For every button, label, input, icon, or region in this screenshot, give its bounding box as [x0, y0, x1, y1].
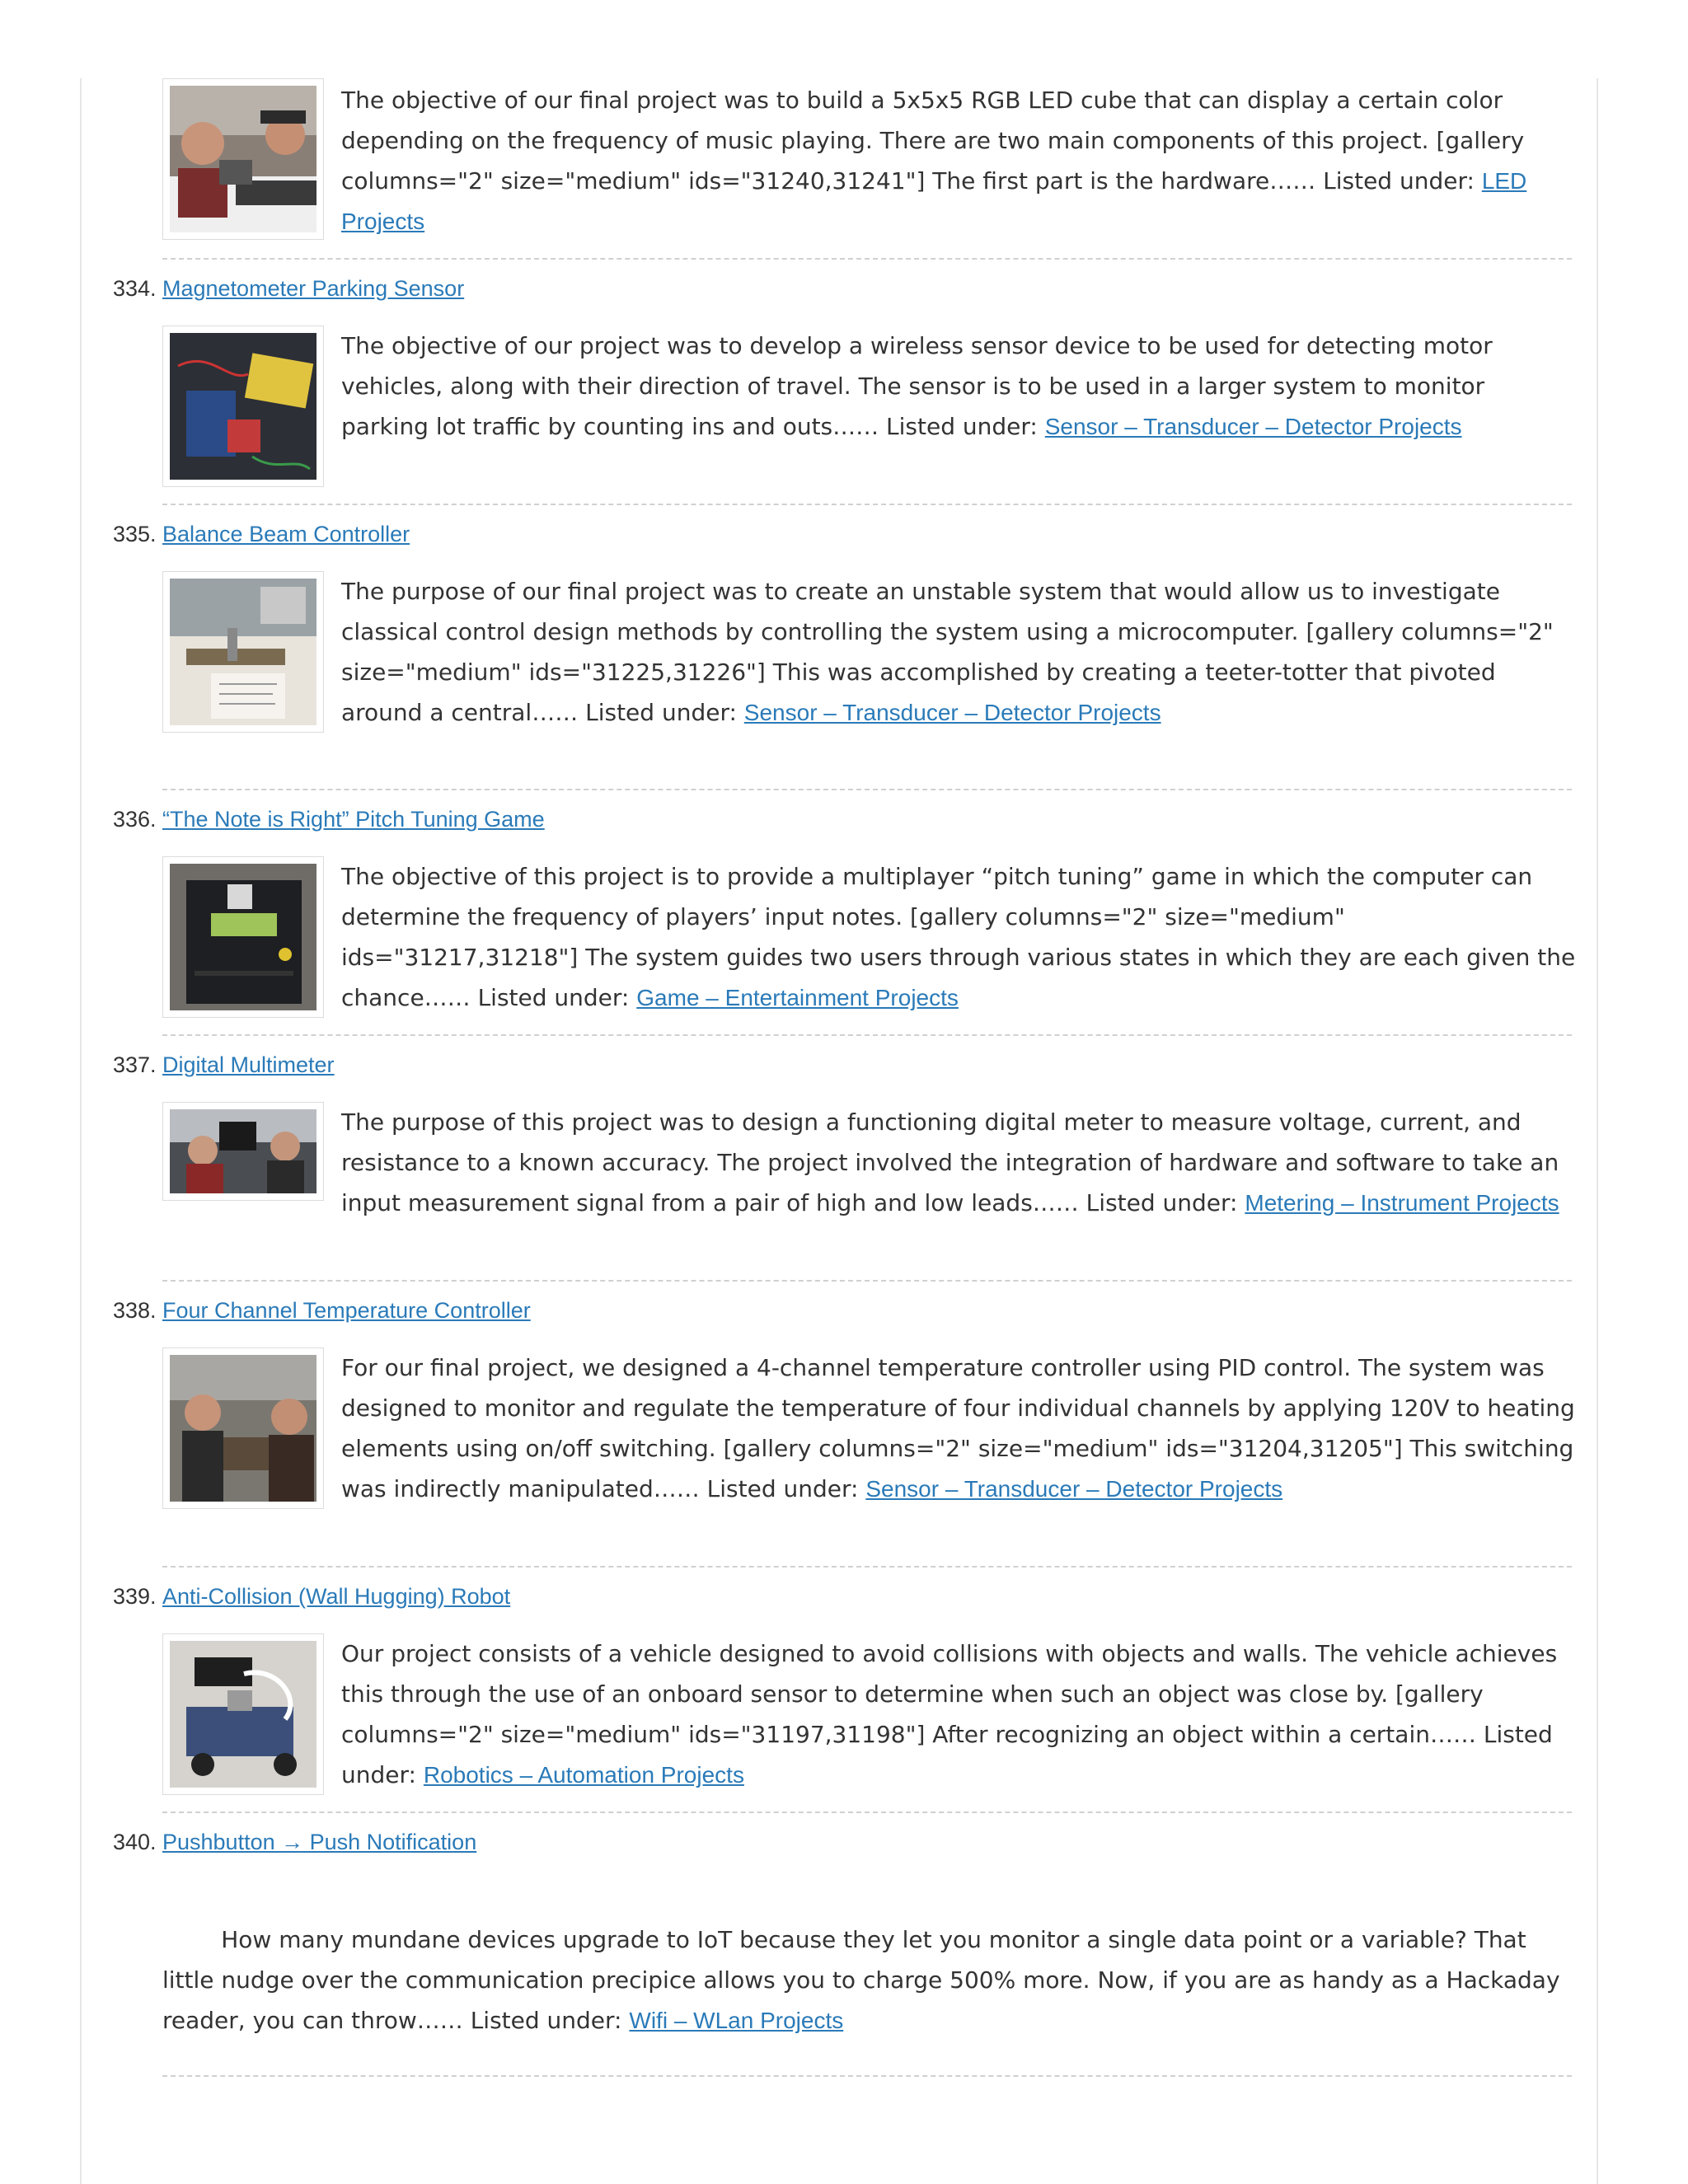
- description-text: The purpose of our final project was to create an unstable system that would allow us to investigate classical control design methods by controlling the system using a microcomputer. [gallery columns="2" size="medium" ids="31225,31226"] This was accomplished by creating a teeter-totter that pivoted around a central…… Listed under:: [341, 578, 1554, 726]
- project-photo: [170, 86, 316, 232]
- project-title-link[interactable]: Pushbutton → Push Notification: [162, 1830, 477, 1854]
- project-photo: [170, 1355, 316, 1502]
- category-link[interactable]: Sensor – Transducer – Detector Projects: [743, 700, 1161, 725]
- description-text: The objective of our project was to develop a wireless sensor device to be used for detecting motor vehicles, along with their direction of travel. The sensor is to be used in a larger system to monitor parking lot traffic by counting ins and outs…… Listed under:: [341, 332, 1493, 440]
- item-number: 335.: [113, 522, 157, 546]
- item-divider: [162, 2075, 1572, 2077]
- item-divider: [162, 1034, 1572, 1036]
- item-number: 339.: [113, 1584, 157, 1609]
- project-description: [341, 1102, 1578, 1223]
- category-link[interactable]: Game – Entertainment Projects: [636, 985, 959, 1010]
- category-link[interactable]: LED Projects: [341, 168, 1527, 234]
- project-photo: [170, 1109, 316, 1193]
- description-text: The objective of our final project was to build a 5x5x5 RGB LED cube that can display a certain color depending on the frequency of music playing. There are two main components of this project. [gallery columns="2" size="medium" ids="31240,31241"] The first part is the hardware…… Listed under:: [341, 87, 1525, 194]
- project-photo: [170, 864, 316, 1010]
- item-divider: [162, 258, 1572, 260]
- description-text: The objective of this project is to provide a multiplayer “pitch tuning” game in which the computer can determine the frequency of players’ input notes. [gallery columns="2" size="medium" ids="31217,31218"] The system guides two users through various states in which they are each given the chance…… Listed under:: [341, 863, 1576, 1011]
- category-link[interactable]: Sensor – Transducer – Detector Projects: [1044, 414, 1462, 439]
- project-title-link[interactable]: Magnetometer Parking Sensor: [162, 276, 465, 301]
- project-title-link[interactable]: Anti-Collision (Wall Hugging) Robot: [162, 1584, 511, 1609]
- item-number: 337.: [113, 1052, 157, 1077]
- project-description: [341, 326, 1578, 447]
- description-text: How many mundane devices upgrade to IoT because they let you monitor a single data point or a variable? That little nudge over the communication precipice allows you to charge 500% more. Now, if you are as handy as a Hackaday reader, you can throw…… Listed under:: [162, 1926, 1568, 2034]
- description-text: Our project consists of a vehicle designed to avoid collisions with objects and walls. The vehicle achieves this through the use of an onboard sensor to determine when such an object was close by. [gallery columns="2" size="medium" ids="31197,31198"] After recognizing an object within a certain…… Listed under:: [341, 1640, 1558, 1788]
- category-link[interactable]: Robotics – Automation Projects: [423, 1762, 744, 1788]
- project-description: [341, 80, 1578, 241]
- item-divider: [162, 789, 1572, 790]
- project-description: [341, 571, 1578, 733]
- item-divider: [162, 1280, 1572, 1282]
- project-thumbnail[interactable]: [162, 571, 324, 733]
- category-link[interactable]: Metering – Instrument Projects: [1245, 1190, 1559, 1216]
- project-title-link[interactable]: Four Channel Temperature Controller: [162, 1298, 531, 1323]
- project-thumbnail[interactable]: [162, 1102, 324, 1201]
- project-thumbnail[interactable]: [162, 1633, 324, 1795]
- item-divider: [162, 504, 1572, 505]
- project-title-link[interactable]: Balance Beam Controller: [162, 522, 410, 546]
- project-thumbnail[interactable]: [162, 326, 324, 487]
- project-description: [341, 1347, 1578, 1509]
- project-thumbnail[interactable]: [162, 78, 324, 240]
- category-link[interactable]: Sensor – Transducer – Detector Projects: [865, 1476, 1283, 1502]
- project-thumbnail[interactable]: [162, 1347, 324, 1509]
- project-thumbnail[interactable]: [162, 856, 324, 1018]
- item-divider: [162, 1566, 1572, 1568]
- item-number: 336.: [113, 807, 157, 832]
- description-text: For our final project, we designed a 4-channel temperature controller using PID control. The system was designed to monitor and regulate the temperature of four individual channels by applying 120V to heating elements using on/off switching. [gallery columns="2" size="medium" ids="31204,31205"] This switching was indirectly manipulated…… Listed under:: [341, 1354, 1575, 1502]
- project-photo: [170, 1641, 316, 1788]
- item-number: 334.: [113, 276, 157, 301]
- item-number: 338.: [113, 1298, 157, 1323]
- project-title-link[interactable]: “The Note is Right” Pitch Tuning Game: [162, 807, 545, 832]
- project-photo: [170, 333, 316, 480]
- project-description: [341, 856, 1578, 1018]
- project-photo: [170, 579, 316, 725]
- item-number: 340.: [113, 1830, 157, 1854]
- project-title-link[interactable]: Digital Multimeter: [162, 1052, 335, 1077]
- description-text: The purpose of this project was to design a functioning digital meter to measure voltage, current, and resistance to a known accuracy. The project involved the integration of hardware and software to take an input measurement signal from a pair of high and low leads…… Listed under:: [341, 1108, 1559, 1216]
- category-link[interactable]: Wifi – WLan Projects: [629, 2008, 844, 2033]
- item-divider: [162, 1811, 1572, 1813]
- project-description: [162, 1879, 1572, 2081]
- project-description: [341, 1633, 1578, 1795]
